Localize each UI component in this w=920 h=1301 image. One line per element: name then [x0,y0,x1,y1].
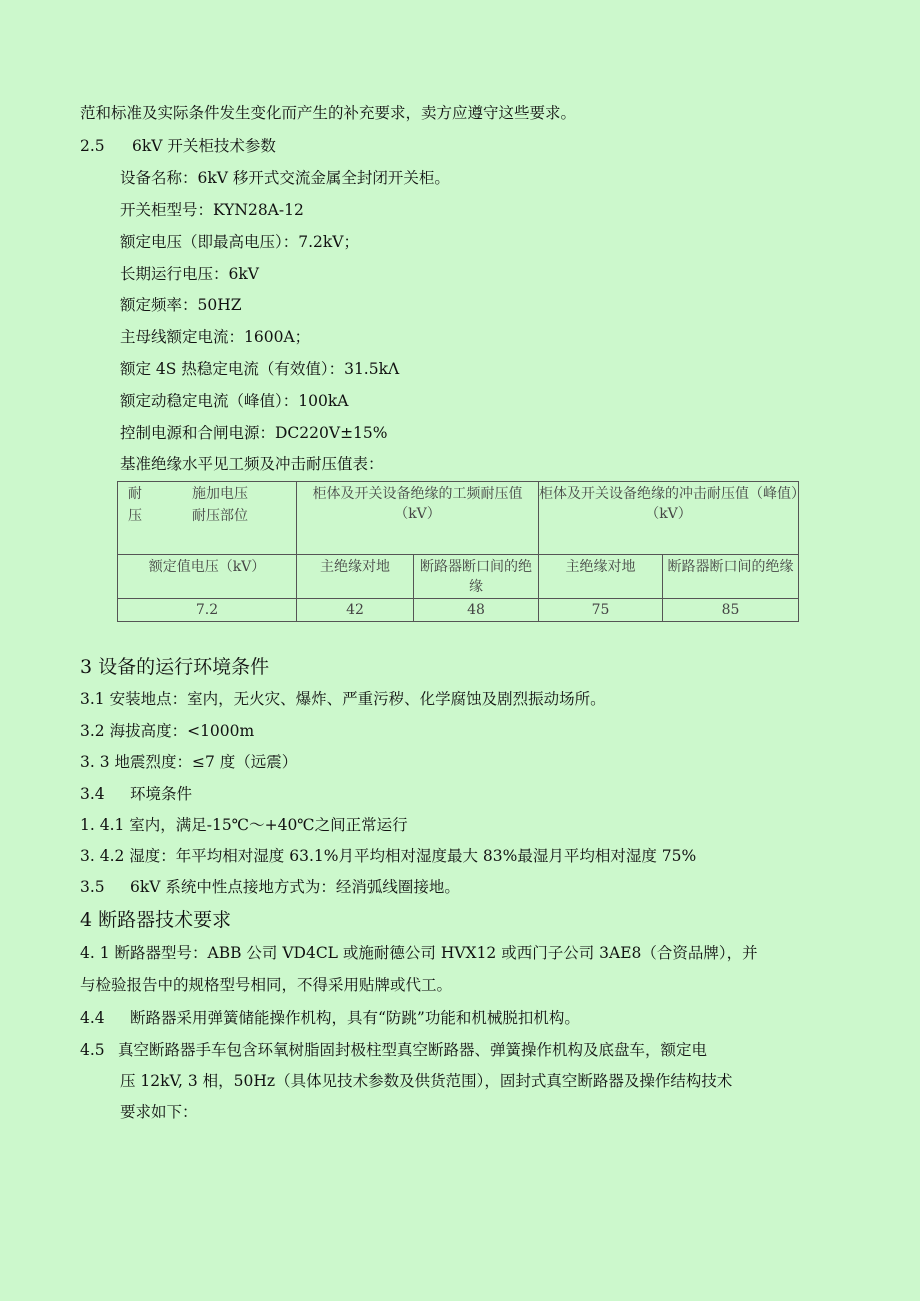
text-line: 3. 4.2 湿度：年平均相对湿度 63.1%月平均相对湿度最大 83%最湿月平均相对湿度 75% [80,847,697,865]
param-line: 开关柜型号：KYN28A-12 [120,201,304,219]
text-line: 3.1 安装地点：室内，无火灾、爆炸、严重污秽、化学腐蚀及剧烈振动场所。 [80,690,606,708]
corner-text: 施加电压 [192,486,248,502]
section-number: 4.5 [80,1041,105,1059]
subheader-breaker-gap: 断路器断口间的绝缘 [414,555,539,599]
text-line: 3. 3 地震烈度：≤7 度（远震） [80,753,298,771]
param-line: 控制电源和合闸电源：DC220V±15% [120,424,388,442]
text-line: 范和标准及实际条件发生变化而产生的补充要求，卖方应遵守这些要求。 [80,104,577,122]
section-number: 2.5 [80,137,105,155]
table-cell: 75 [539,599,663,622]
header-power-frequency: 柜体及开关设备绝缘的工频耐压值（kV） [297,482,539,555]
section-title: 6kV 开关柜技术参数 [132,137,276,155]
section-number: 4.4 [80,1009,105,1027]
param-line: 长期运行电压：6kV [120,265,259,283]
header-impulse: 柜体及开关设备绝缘的冲击耐压值（峰值）（kV） [539,482,799,555]
subheader-main-insulation: 主绝缘对地 [297,555,414,599]
table-cell: 42 [297,599,414,622]
text-line: 与检验报告中的规格型号相同，不得采用贴牌或代工。 [80,976,453,994]
subheader-breaker-gap: 断路器断口间的绝缘 [663,555,799,599]
param-line: 主母线额定电流：1600A； [120,328,311,346]
section-4-4 [80,1008,580,1028]
subheader-main-insulation: 主绝缘对地 [539,555,663,599]
section-2-5-title [80,136,276,156]
table-row [118,599,799,622]
param-line: 额定电压（即最高电压）：7.2kV； [120,233,359,251]
table-cell: 85 [663,599,799,622]
corner-text: 压 [128,508,142,524]
table-cell: 7.2 [118,599,297,622]
section-4-5 [80,1040,707,1060]
table-corner-header [118,482,297,555]
param-line: 基准绝缘水平见工频及冲击耐压值表： [120,455,384,473]
text-line: 压 12kV, 3 相，50Hz（具体见技术参数及供货范围），固封式真空断路器及操作结构技术 [120,1072,733,1090]
section-number: 3.4 [80,785,105,803]
corner-text: 耐压部位 [192,508,248,524]
section-number: 3.5 [80,878,105,896]
voltage-withstand-table [117,481,799,622]
section-3-4 [80,784,192,804]
section-3-5 [80,877,460,897]
rated-voltage-label: 额定值电压（kV） [118,555,297,599]
section-text: 断路器采用弹簧储能操作机构，具有“防跳”功能和机械脱扣机构。 [130,1009,580,1027]
text-line: 3.2 海拔高度：<1000m [80,722,255,740]
text-line: 1. 4.1 室内，满足-15℃～+40℃之间正常运行 [80,816,408,834]
param-line: 额定 4S 热稳定电流（有效值）：31.5kΛ [120,360,400,378]
section-3-heading: 3 设备的运行环境条件 [80,656,270,678]
table-cell: 48 [414,599,539,622]
text-line: 4. 1 断路器型号：ABB 公司 VD4CL 或施耐德公司 HVX12 或西门子公司 3AE8（合资品牌），并 [80,944,758,962]
param-line: 额定频率：50HZ [120,296,242,314]
section-text: 6kV 系统中性点接地方式为：经消弧线圈接地。 [130,878,460,896]
param-line: 设备名称：6kV 移开式交流金属全封闭开关柜。 [120,169,450,187]
param-line: 额定动稳定电流（峰值）：100kA [120,392,349,410]
section-4-heading: 4 断路器技术要求 [80,909,232,931]
corner-text: 耐 [128,486,142,502]
section-text: 真空断路器手车包含环氧树脂固封极柱型真空断路器、弹簧操作机构及底盘车，额定电 [118,1041,708,1059]
text-line: 要求如下： [120,1103,198,1121]
section-title: 环境条件 [130,785,193,803]
